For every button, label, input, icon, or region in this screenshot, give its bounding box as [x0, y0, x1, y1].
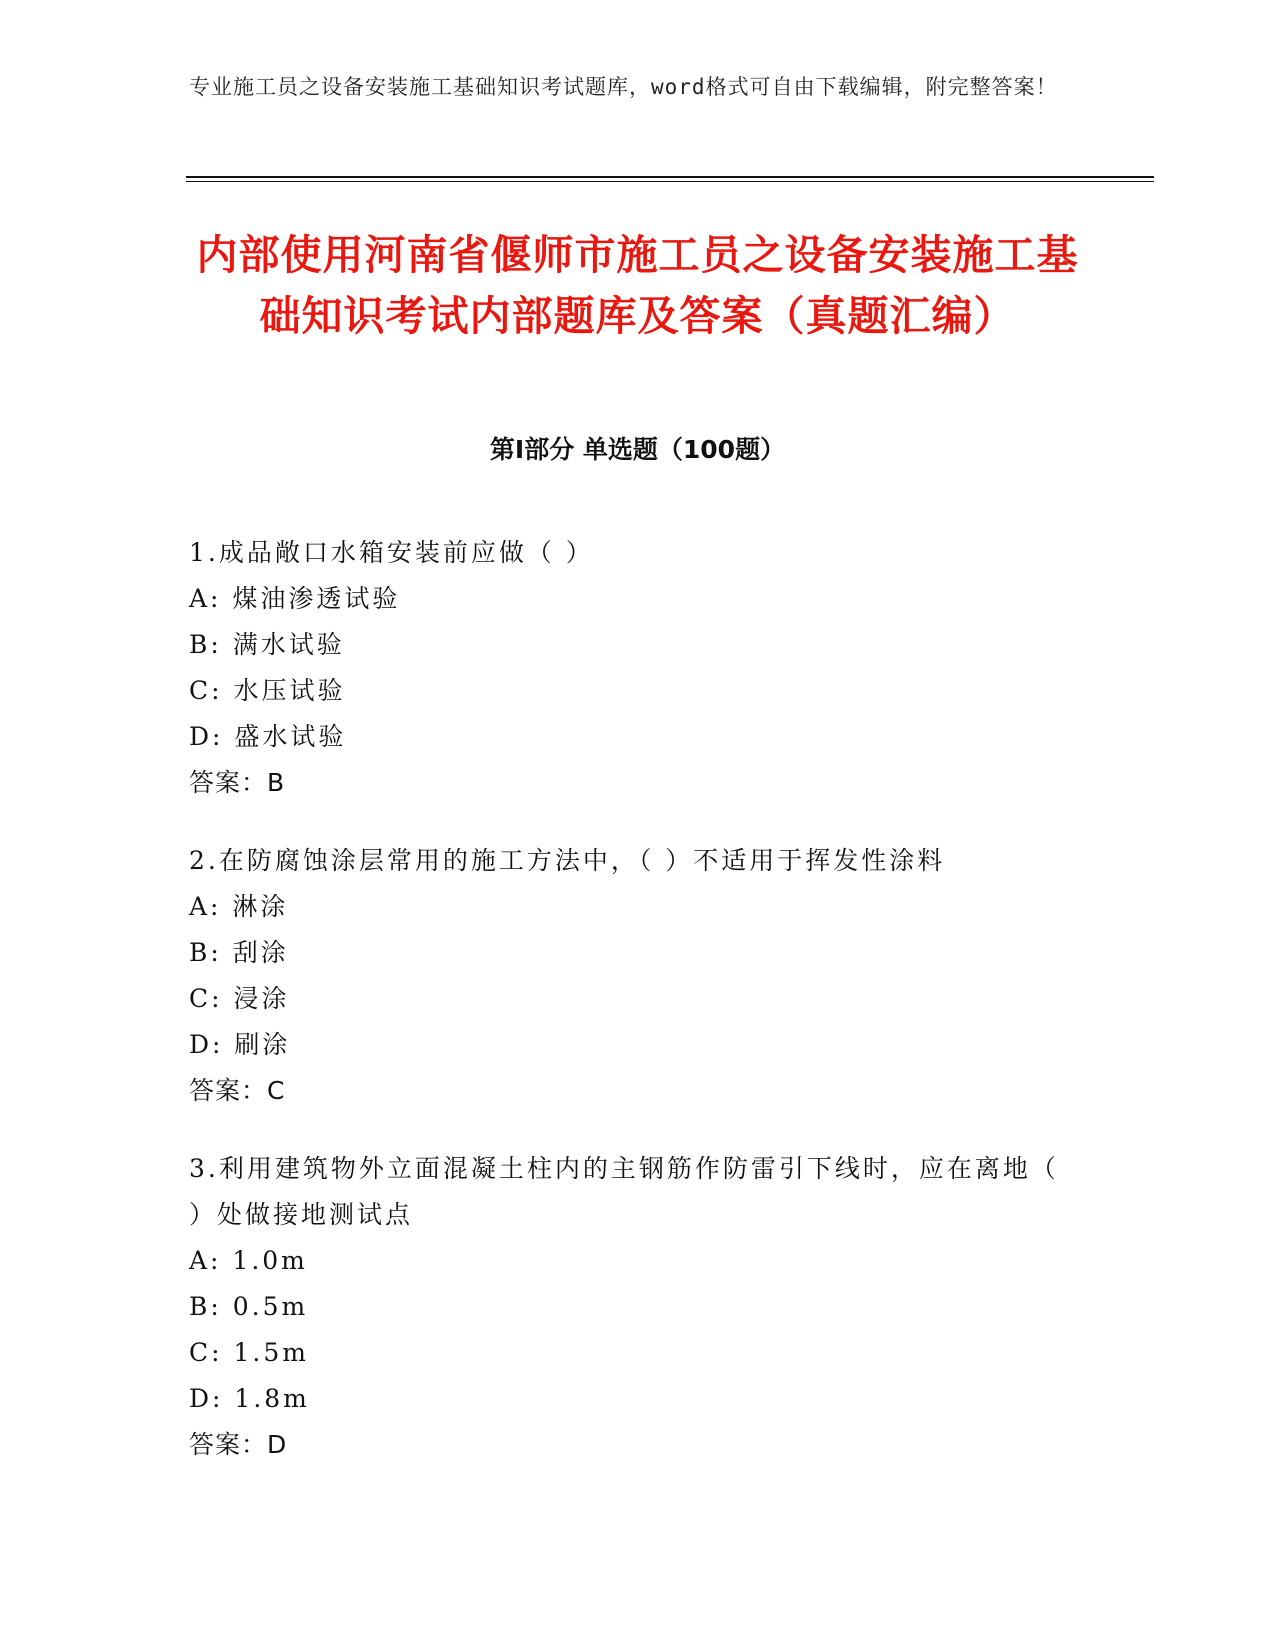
- option-c: C: 水压试验: [189, 676, 346, 705]
- option-a: A: 淋涂: [189, 892, 289, 921]
- answer-label: 答案：D: [189, 1430, 288, 1459]
- option-b: B: 0.5m: [189, 1292, 309, 1321]
- question-list: [189, 530, 1089, 1500]
- option-d: D: 1.8m: [189, 1384, 310, 1413]
- document-title: 内部使用河南省偃师市施工员之设备安装施工基础知识考试内部题库及答案（真题汇编）: [196, 231, 1079, 340]
- header-note: 专业施工员之设备安装施工基础知识考试题库，word格式可自由下载编辑，附完整答案！: [189, 75, 1058, 99]
- header-divider-thick: [186, 176, 1154, 178]
- question-stem: 3.利用建筑物外立面混凝土柱内的主钢筋作防雷引下线时，应在离地（ ）处做接地测试点: [189, 1154, 1059, 1229]
- header-divider-thin: [186, 181, 1154, 182]
- option-c: C: 浸涂: [189, 984, 290, 1013]
- option-d: D: 刷涂: [189, 1030, 291, 1059]
- option-c: C: 1.5m: [189, 1338, 309, 1367]
- option-b: B: 刮涂: [189, 938, 289, 967]
- option-a: A: 1.0m: [189, 1246, 308, 1275]
- answer-label: 答案：B: [189, 768, 286, 797]
- question-1: [189, 530, 1089, 806]
- question-2: [189, 838, 1089, 1114]
- option-d: D: 盛水试验: [189, 722, 347, 751]
- option-b: B: 满水试验: [189, 630, 345, 659]
- answer-label: 答案：C: [189, 1076, 286, 1105]
- question-3: [189, 1146, 1089, 1468]
- question-stem: 1.成品敞口水箱安装前应做（ ）: [189, 538, 594, 567]
- section-heading: 第Ⅰ部分 单选题（100题）: [489, 435, 786, 464]
- option-a: A: 煤油渗透试验: [189, 584, 401, 613]
- question-stem: 2.在防腐蚀涂层常用的施工方法中，（ ）不适用于挥发性涂料: [189, 846, 946, 875]
